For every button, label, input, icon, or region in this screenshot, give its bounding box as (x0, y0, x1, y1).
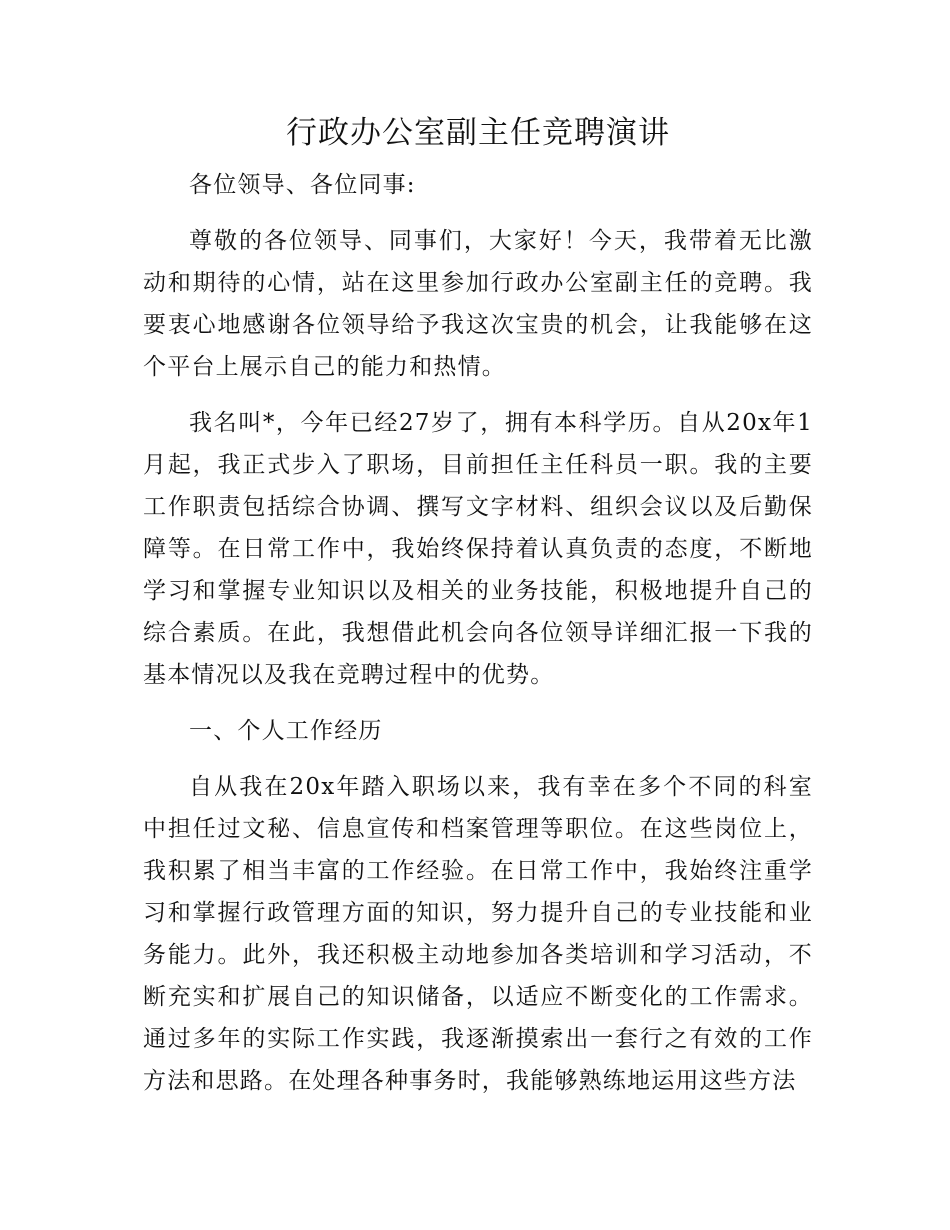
paragraph-introduction: 我名叫*，今年已经27岁了，拥有本科学历。自从20x年1月起，我正式步入了职场，目前担任主任科员一职。我的主要工作职责包括综合协调、撰写文字材料、组织会议以及后勤保障等。在日常工作中，我始终保持着认真负责的态度，不断地学习和掌握专业知识以及相关的业务技能，积极地提升自己的综合素质。在此，我想借此机会向各位领导详细汇报一下我的基本情况以及我在竞聘过程中的优势。 (143, 410, 813, 688)
document-page (143, 108, 813, 1116)
greeting: 各位领导、各位同事: (189, 172, 416, 198)
document-title: 行政办公室副主任竞聘演讲 (286, 115, 670, 151)
paragraph-opening: 尊敬的各位领导、同事们，大家好！今天，我带着无比激动和期待的心情，站在这里参加行政办公室副主任的竞聘。我要衷心地感谢各位领导给予我这次宝贵的机会，让我能够在这个平台上展示自己的能力和热情。 (143, 228, 813, 380)
paragraph-work-experience: 自从我在20x年踏入职场以来，我有幸在多个不同的科室中担任过文秘、信息宣传和档案管理等职位。在这些岗位上，我积累了相当丰富的工作经验。在日常工作中，我始终注重学习和掌握行政管理方面的知识，努力提升自己的专业技能和业务能力。此外，我还积极主动地参加各类培训和学习活动，不断充实和扩展自己的知识储备，以适应不断变化的工作需求。通过多年的实际工作实践，我逐渐摸索出一套行之有效的工作方法和思路。在处理各种事务时，我能够熟练地运用这些方法 (143, 774, 813, 1094)
section-heading: 一、个人工作经历 (189, 718, 383, 744)
